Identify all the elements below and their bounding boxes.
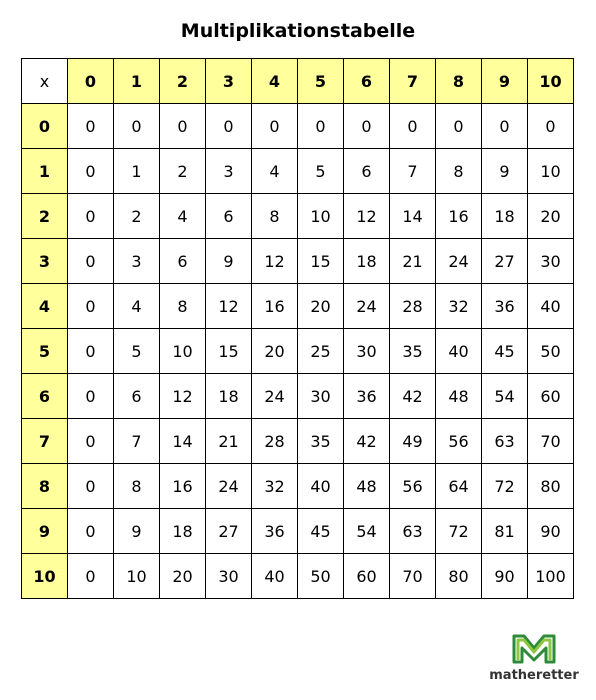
product-cell: 2 (114, 194, 160, 239)
multiplication-table (21, 58, 574, 599)
product-cell: 80 (528, 464, 574, 509)
product-cell: 0 (68, 239, 114, 284)
product-cell: 60 (344, 554, 390, 599)
product-cell: 16 (252, 284, 298, 329)
row-header: 10 (22, 554, 68, 599)
product-cell: 50 (528, 329, 574, 374)
product-cell: 80 (436, 554, 482, 599)
product-cell: 0 (68, 374, 114, 419)
product-cell: 30 (528, 239, 574, 284)
product-cell: 35 (390, 329, 436, 374)
product-cell: 40 (298, 464, 344, 509)
table-row (22, 329, 574, 374)
product-cell: 10 (114, 554, 160, 599)
product-cell: 0 (482, 104, 528, 149)
row-header: 1 (22, 149, 68, 194)
product-cell: 32 (436, 284, 482, 329)
product-cell: 54 (482, 374, 528, 419)
product-cell: 24 (344, 284, 390, 329)
product-cell: 0 (252, 104, 298, 149)
product-cell: 30 (298, 374, 344, 419)
product-cell: 49 (390, 419, 436, 464)
product-cell: 81 (482, 509, 528, 554)
product-cell: 35 (298, 419, 344, 464)
row-header: 6 (22, 374, 68, 419)
product-cell: 42 (390, 374, 436, 419)
product-cell: 12 (344, 194, 390, 239)
product-cell: 40 (252, 554, 298, 599)
product-cell: 90 (528, 509, 574, 554)
page-title: Multiplikationstabelle (180, 20, 416, 42)
row-header: 8 (22, 464, 68, 509)
table-row (22, 419, 574, 464)
table-row (22, 284, 574, 329)
product-cell: 0 (68, 509, 114, 554)
product-cell: 16 (160, 464, 206, 509)
header-row (22, 59, 574, 104)
product-cell: 20 (252, 329, 298, 374)
product-cell: 4 (160, 194, 206, 239)
table-row (22, 194, 574, 239)
product-cell: 45 (482, 329, 528, 374)
table-row (22, 149, 574, 194)
product-cell: 10 (528, 149, 574, 194)
product-cell: 7 (390, 149, 436, 194)
product-cell: 0 (436, 104, 482, 149)
product-cell: 90 (482, 554, 528, 599)
product-cell: 20 (160, 554, 206, 599)
column-header: 0 (68, 59, 114, 104)
product-cell: 50 (298, 554, 344, 599)
product-cell: 20 (298, 284, 344, 329)
column-header: 9 (482, 59, 528, 104)
product-cell: 2 (160, 149, 206, 194)
product-cell: 0 (68, 419, 114, 464)
product-cell: 0 (390, 104, 436, 149)
product-cell: 18 (482, 194, 528, 239)
product-cell: 12 (252, 239, 298, 284)
product-cell: 0 (68, 464, 114, 509)
product-cell: 48 (344, 464, 390, 509)
product-cell: 0 (68, 284, 114, 329)
product-cell: 25 (298, 329, 344, 374)
product-cell: 72 (482, 464, 528, 509)
row-header: 0 (22, 104, 68, 149)
product-cell: 0 (68, 149, 114, 194)
product-cell: 30 (344, 329, 390, 374)
product-cell: 10 (160, 329, 206, 374)
column-header: 1 (114, 59, 160, 104)
table-row (22, 104, 574, 149)
table-row (22, 554, 574, 599)
product-cell: 0 (528, 104, 574, 149)
product-cell: 0 (68, 329, 114, 374)
column-header: 4 (252, 59, 298, 104)
product-cell: 36 (344, 374, 390, 419)
product-cell: 6 (206, 194, 252, 239)
product-cell: 0 (68, 104, 114, 149)
product-cell: 40 (528, 284, 574, 329)
product-cell: 45 (298, 509, 344, 554)
product-cell: 64 (436, 464, 482, 509)
column-header: 5 (298, 59, 344, 104)
product-cell: 70 (528, 419, 574, 464)
column-header: 6 (344, 59, 390, 104)
product-cell: 27 (206, 509, 252, 554)
product-cell: 8 (252, 194, 298, 239)
product-cell: 9 (206, 239, 252, 284)
product-cell: 0 (68, 554, 114, 599)
product-cell: 3 (206, 149, 252, 194)
product-cell: 24 (252, 374, 298, 419)
product-cell: 6 (344, 149, 390, 194)
product-cell: 14 (160, 419, 206, 464)
product-cell: 6 (114, 374, 160, 419)
product-cell: 14 (390, 194, 436, 239)
product-cell: 36 (252, 509, 298, 554)
row-header: 2 (22, 194, 68, 239)
row-header: 7 (22, 419, 68, 464)
product-cell: 70 (390, 554, 436, 599)
product-cell: 9 (114, 509, 160, 554)
product-cell: 63 (390, 509, 436, 554)
product-cell: 7 (114, 419, 160, 464)
product-cell: 0 (298, 104, 344, 149)
row-header: 4 (22, 284, 68, 329)
product-cell: 3 (114, 239, 160, 284)
matheretter-m-icon (510, 630, 558, 666)
product-cell: 40 (436, 329, 482, 374)
column-header: 3 (206, 59, 252, 104)
product-cell: 8 (160, 284, 206, 329)
table-row (22, 464, 574, 509)
product-cell: 20 (528, 194, 574, 239)
product-cell: 72 (436, 509, 482, 554)
product-cell: 8 (436, 149, 482, 194)
product-cell: 9 (482, 149, 528, 194)
row-header: 3 (22, 239, 68, 284)
table-row (22, 239, 574, 284)
column-header: 7 (390, 59, 436, 104)
product-cell: 54 (344, 509, 390, 554)
product-cell: 18 (344, 239, 390, 284)
product-cell: 32 (252, 464, 298, 509)
matheretter-logo (488, 630, 580, 690)
product-cell: 0 (160, 104, 206, 149)
table-row (22, 509, 574, 554)
product-cell: 21 (390, 239, 436, 284)
product-cell: 0 (206, 104, 252, 149)
product-cell: 28 (390, 284, 436, 329)
product-cell: 0 (114, 104, 160, 149)
table-row (22, 374, 574, 419)
column-header: 2 (160, 59, 206, 104)
product-cell: 18 (206, 374, 252, 419)
product-cell: 27 (482, 239, 528, 284)
product-cell: 30 (206, 554, 252, 599)
product-cell: 0 (344, 104, 390, 149)
product-cell: 21 (206, 419, 252, 464)
product-cell: 1 (114, 149, 160, 194)
product-cell: 42 (344, 419, 390, 464)
product-cell: 28 (252, 419, 298, 464)
product-cell: 12 (160, 374, 206, 419)
product-cell: 36 (482, 284, 528, 329)
product-cell: 15 (206, 329, 252, 374)
product-cell: 6 (160, 239, 206, 284)
product-cell: 18 (160, 509, 206, 554)
product-cell: 60 (528, 374, 574, 419)
product-cell: 100 (528, 554, 574, 599)
product-cell: 5 (114, 329, 160, 374)
product-cell: 10 (298, 194, 344, 239)
product-cell: 4 (114, 284, 160, 329)
product-cell: 56 (390, 464, 436, 509)
product-cell: 4 (252, 149, 298, 194)
product-cell: 8 (114, 464, 160, 509)
column-header: 8 (436, 59, 482, 104)
row-header: 9 (22, 509, 68, 554)
product-cell: 24 (436, 239, 482, 284)
product-cell: 5 (298, 149, 344, 194)
product-cell: 48 (436, 374, 482, 419)
product-cell: 0 (68, 194, 114, 239)
product-cell: 15 (298, 239, 344, 284)
product-cell: 24 (206, 464, 252, 509)
row-header: 5 (22, 329, 68, 374)
logo-text: matheretter (489, 668, 579, 683)
column-header: 10 (528, 59, 574, 104)
product-cell: 63 (482, 419, 528, 464)
corner-cell: x (22, 59, 68, 104)
product-cell: 12 (206, 284, 252, 329)
product-cell: 56 (436, 419, 482, 464)
product-cell: 16 (436, 194, 482, 239)
